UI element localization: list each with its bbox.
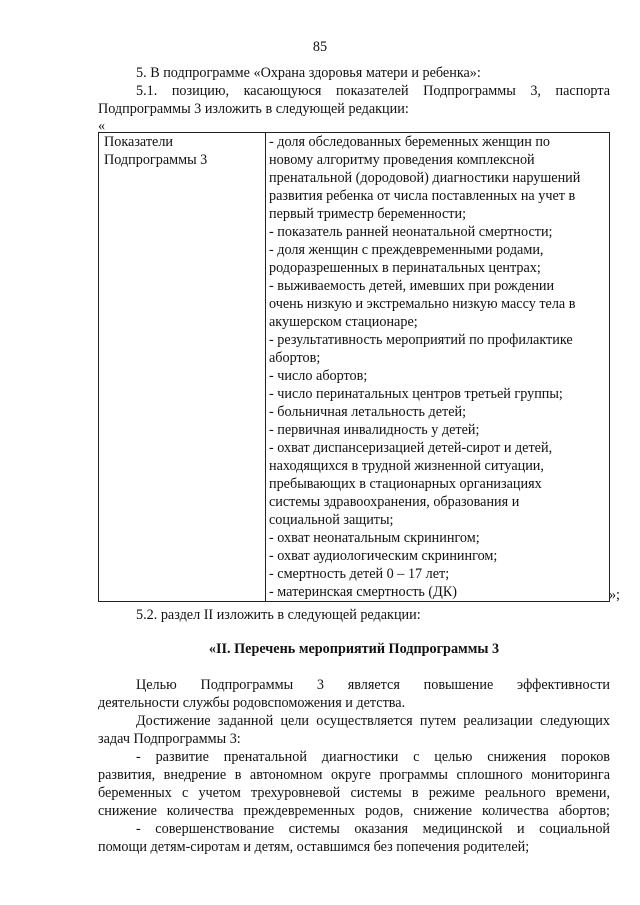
indicator-line: развития ребенка от числа поставленных на учет в — [269, 188, 576, 204]
goal-line1: Целью Подпрограммы 3 является повышение эффективности — [136, 677, 610, 693]
indicator-line: - охват диспансеризацией детей-сирот и детей, — [269, 440, 553, 456]
tasks-line2: задач Подпрограммы 3: — [98, 731, 241, 747]
indicator-line: - выживаемость детей, имевших при рождении — [269, 278, 555, 294]
task1-line1: - развитие пренатальной диагностики с целью снижения пороков — [136, 749, 610, 765]
goal-line2: деятельности службы родовспоможения и детства. — [98, 695, 406, 711]
indicator-line: новому алгоритму проведения комплексной — [269, 152, 535, 168]
task2-line1: - совершенствование системы оказания медицинской и социальной — [136, 821, 610, 837]
indicator-line: - доля обследованных беременных женщин по — [269, 134, 551, 150]
indicator-line: - число перинатальных центров третьей группы; — [269, 386, 563, 402]
indicator-line: акушерском стационаре; — [269, 314, 418, 330]
para-5-1-line1: 5.1. позицию, касающуюся показателей Подпрограммы 3, паспорта — [136, 83, 610, 99]
indicator-line: абортов; — [269, 350, 321, 366]
indicator-line: пренатальной (дородовой) диагностики нарушений — [269, 170, 581, 186]
section-heading: «II. Перечень мероприятий Подпрограммы 3 — [208, 641, 500, 657]
indicators-list-cell — [266, 133, 610, 602]
task1-line4: снижение количества преждевременных родов, снижение количества абортов; — [98, 803, 610, 819]
indicator-line: - результативность мероприятий по профилактике — [269, 332, 573, 348]
indicator-line: - смертность детей 0 – 17 лет; — [269, 566, 450, 582]
indicators-row — [99, 133, 610, 602]
task1-line2: развития, внедрение в автономном округе программы сплошного мониторинга — [98, 767, 610, 783]
indicators-table — [98, 132, 610, 602]
indicator-line: - охват аудиологическим скринингом; — [269, 548, 498, 564]
indicator-line: - первичная инвалидность у детей; — [269, 422, 480, 438]
quote-open: « — [98, 118, 106, 134]
tasks-line1: Достижение заданной цели осуществляется путем реализации следующих — [136, 713, 610, 729]
task2-line2: помощи детям-сиротам и детям, оставшимся без попечения родителей; — [98, 839, 530, 855]
indicator-line: - больничная летальность детей; — [269, 404, 467, 420]
indicator-line: пребывающих в стационарных организациях — [269, 476, 542, 492]
task1-line3: беременных с учетом трехуровневой системы в режиме реального времени, — [98, 785, 610, 801]
indicator-line: социальной защиты; — [269, 512, 394, 528]
indicator-line: очень низкую и экстремально низкую массу тела в — [269, 296, 576, 312]
indicator-line: системы здравоохранения, образования и — [269, 494, 520, 510]
para-5-1-line2: Подпрограммы 3 изложить в следующей редакции: — [98, 101, 409, 117]
indicator-line: первый триместр беременности; — [269, 206, 467, 222]
intro-line: 5. В подпрограмме «Охрана здоровья матери и ребенка»: — [136, 65, 481, 81]
indicator-line: родоразрешенных в перинатальных центрах; — [269, 260, 541, 276]
indicator-line: - число абортов; — [269, 368, 368, 384]
indicators-label-cell — [99, 133, 266, 602]
indicator-line: - доля женщин с преждевременными родами, — [269, 242, 544, 258]
para-5-2: 5.2. раздел II изложить в следующей редакции: — [136, 607, 421, 623]
indicator-line: - показатель ранней неонатальной смертности; — [269, 224, 553, 240]
indicators-label-line2: Подпрограммы 3 — [104, 152, 208, 168]
indicator-line: - материнская смертность (ДК) — [269, 584, 458, 600]
indicators-label-line1: Показатели — [104, 134, 174, 150]
indicator-line: находящихся в трудной жизненной ситуации, — [269, 458, 544, 474]
page-number: 85 — [312, 39, 328, 55]
indicator-line: - охват неонатальным скринингом; — [269, 530, 480, 546]
quote-close: »; — [608, 587, 620, 603]
